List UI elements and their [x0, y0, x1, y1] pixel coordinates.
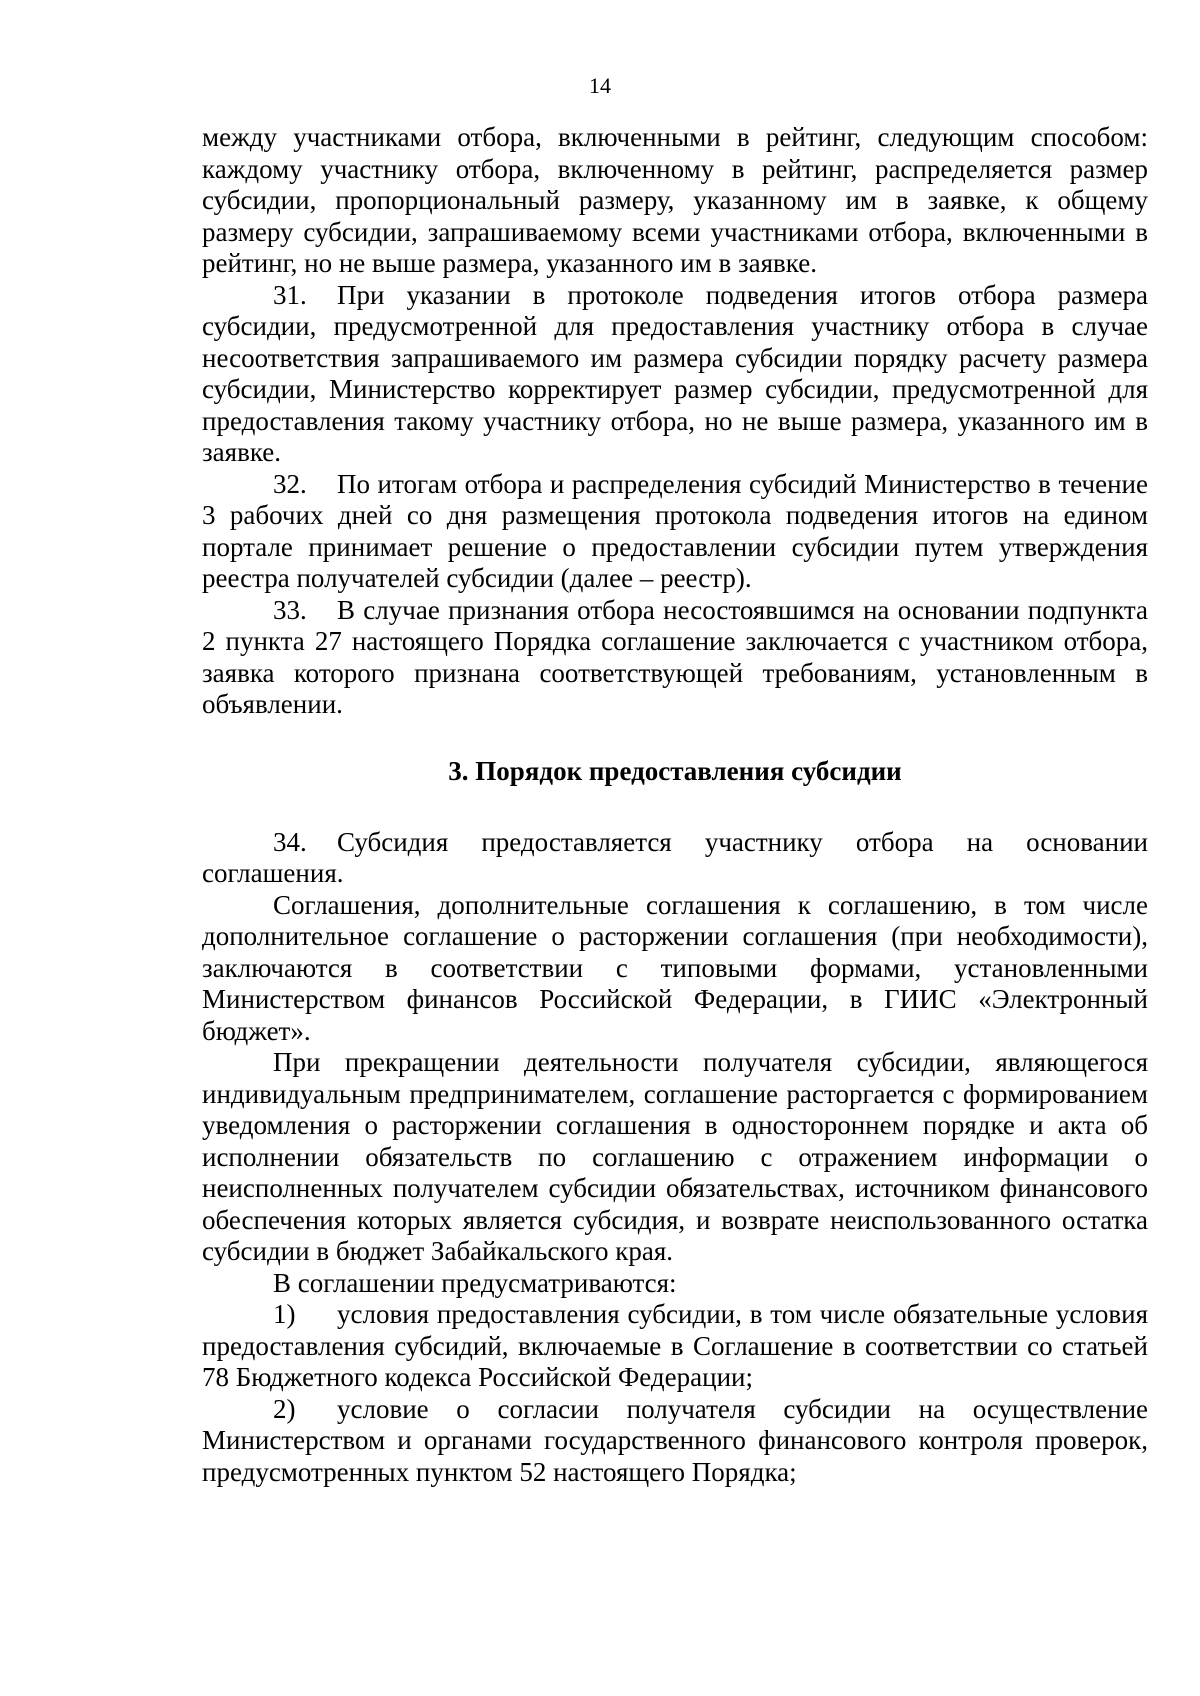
paragraph-text: Субсидия предоставляется участнику отбора на основании соглашения.	[202, 826, 1148, 888]
list-item-text: условие о согласии получателя субсидии на осуществление Министерством и органами государственного финансового контроля проверок, предусмотренных пунктом 52 настоящего Порядка;	[202, 1393, 1148, 1487]
paragraph-text: между участниками отбора, включенными в рейтинг, следующим способом: каждому участнику отбора, включенному в рейтинг, распределяется размер субсидии, пропорциональный размеру, указанному им в заявке, к общему размеру субсидии, запрашиваемому всеми участниками отбора, включенными в рейтинг, но не выше размера, указанного им в заявке.	[202, 122, 1148, 278]
paragraph-32	[202, 469, 1148, 595]
page-number: 14	[589, 73, 611, 98]
paragraph-number: 32.	[273, 468, 307, 499]
paragraph-number: 33.	[273, 594, 307, 625]
list-item-number: 2)	[273, 1393, 296, 1424]
paragraph-text: Соглашения, дополнительные соглашения к соглашению, в том числе дополнительное соглашение о расторжении соглашения (при необходимости), заключаются в соответствии с типовыми формами, установленными Министерством финансов Российской Федерации, в ГИИС «Электронный бюджет».	[202, 889, 1148, 1046]
paragraph-text: В случае признания отбора несостоявшимся на основании подпункта 2 пункта 27 настоящего Порядка соглашение заключается с участником отбора, заявка которого признана соответствующей требованиям, установленным в объявлении.	[202, 594, 1148, 719]
paragraph-number: 31.	[273, 279, 307, 310]
list-item-1	[202, 1299, 1148, 1394]
paragraph-text: При прекращении деятельности получателя субсидии, являющегося индивидуальным предпринимателем, соглашение расторгается с формированием уведомления о расторжении соглашения в одностороннем порядке и акта об исполнении обязательств по соглашению с отражением информации о неисполненных получателем субсидии обязательствах, источником финансового обеспечения которых является субсидия, и возврате неиспользованного остатка субсидии в бюджет Забайкальского края.	[202, 1047, 1148, 1266]
paragraph-text: По итогам отбора и распределения субсидий Министерство в течение 3 рабочих дней со дня размещения протокола подведения итогов на едином портале принимает решение о предоставлении субсидии путем утверждения реестра получателей субсидии (далее – реестр).	[202, 468, 1148, 593]
paragraph-continuation	[202, 122, 1148, 280]
paragraph-agreement-provisions	[202, 1268, 1148, 1300]
section-heading: 3. Порядок предоставления субсидии	[448, 755, 902, 786]
paragraph-text: В соглашении предусматриваются:	[273, 1267, 677, 1298]
document-body	[202, 122, 1148, 1488]
paragraph-text: При указании в протоколе подведения итогов отбора размера субсидии, предусмотренной для предоставления участнику отбора в случае несоответствия запрашиваемого им размера субсидии порядку расчету размера субсидии, Министерство корректирует размер субсидии, предусмотренной для предоставления такому участнику отбора, но не выше размера, указанного им в заявке.	[202, 279, 1148, 467]
list-item-text: условия предоставления субсидии, в том числе обязательные условия предоставления субсидий, включаемые в Соглашение в соответствии со статьей 78 Бюджетного кодекса Российской Федерации;	[202, 1299, 1148, 1392]
list-item-number: 1)	[273, 1299, 296, 1329]
paragraph-termination	[202, 1047, 1148, 1268]
paragraph-33	[202, 595, 1148, 721]
list-item-2	[202, 1394, 1148, 1489]
paragraph-31	[202, 280, 1148, 469]
paragraph-34	[202, 827, 1148, 890]
paragraph-agreements	[202, 890, 1148, 1048]
paragraph-number: 34.	[273, 826, 307, 857]
